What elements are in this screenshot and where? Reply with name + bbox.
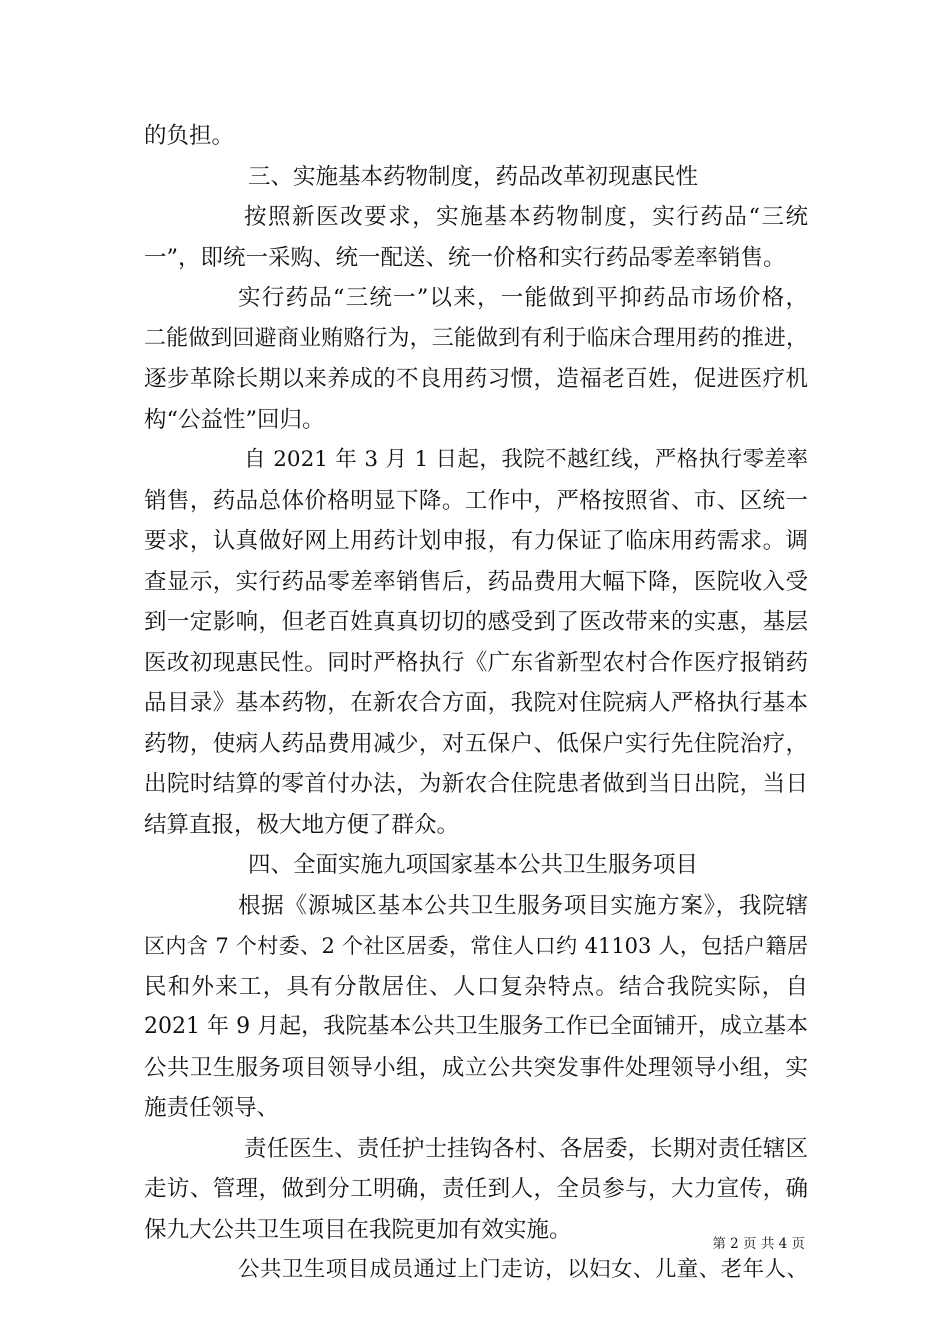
text-line: 结算直报，极大地方便了群众。 [144,811,460,838]
text-line: 根据《源城区基本公共卫生服务项目实施方案》，我院辖 [238,892,808,919]
section-heading: 四、全面实施九项国家基本公共卫生服务项目 [248,852,699,878]
text-line: 按照新医改要求，实施基本药物制度，实行药品“三统 [244,204,808,230]
document-body [144,116,808,1291]
text-line: 保九大公共卫生项目在我院更加有效实施。 [144,1216,572,1243]
text-line: 公共卫生项目成员通过上门走访，以妇女、儿童、老年人、 [238,1257,808,1282]
text-line: 民和外来工，具有分散居住、人口复杂特点。结合我院实际，自 [144,973,808,1000]
text-line: 区内含 7 个村委、2 个社区居委，常住人口约 41103 人，包括户籍居 [144,934,808,958]
text-line: 2021 年 9 月起，我院基本公共卫生服务工作已全面铺开，成立基本 [144,1014,808,1039]
text-line: 品目录》基本药物，在新农合方面，我院对住院病人严格执行基本 [144,690,808,716]
text-line: 责任医生、责任护士挂钩各村、各居委，长期对责任辖区 [244,1135,808,1162]
text-line: 的负担。 [144,123,235,149]
text-line: 构“公益性”回归。 [144,406,325,433]
text-line: 查显示，实行药品零差率销售后，药品费用大幅下降，医院收入受 [144,568,808,595]
text-line: 实行药品“三统一”以来，一能做到平抑药品市场价格， [238,285,808,311]
text-line: 逐步革除长期以来养成的不良用药习惯，造福老百姓，促进医疗机 [144,366,808,392]
text-line: 二能做到回避商业贿赂行为，三能做到有利于临床合理用药的推进， [144,325,808,351]
text-line: 一”，即统一采购、统一配送、统一价格和实行药品零差率销售。 [144,244,786,271]
text-line: 施责任领导、 [144,1095,280,1121]
text-line: 销售，药品总体价格明显下降。工作中，严格按照省、市、区统一 [144,487,808,514]
text-line: 自 2021 年 3 月 1 日起，我院不越红线，严格执行零差率 [244,447,808,472]
text-line: 要求，认真做好网上用药计划申报，有力保证了临床用药需求。调 [144,528,808,554]
section-heading: 三、实施基本药物制度，药品改革初现惠民性 [248,163,699,190]
page-number-footer: 第 2 页 共 4 页 [712,1236,805,1252]
text-line: 医改初现惠民性。同时严格执行《广东省新型农村合作医疗报销药 [144,649,808,676]
text-line: 公共卫生服务项目领导小组，成立公共突发事件处理领导小组，实 [144,1054,808,1081]
text-line: 走访、管理，做到分工明确，责任到人，全员参与，大力宣传，确 [144,1176,808,1202]
text-line: 到一定影响，但老百姓真真切切的感受到了医改带来的实惠，基层 [144,609,808,635]
text-line: 出院时结算的零首付办法，为新农合住院患者做到当日出院，当日 [144,771,808,797]
text-line: 药物，使病人药品费用减少，对五保户、低保户实行先住院治疗， [144,730,808,757]
